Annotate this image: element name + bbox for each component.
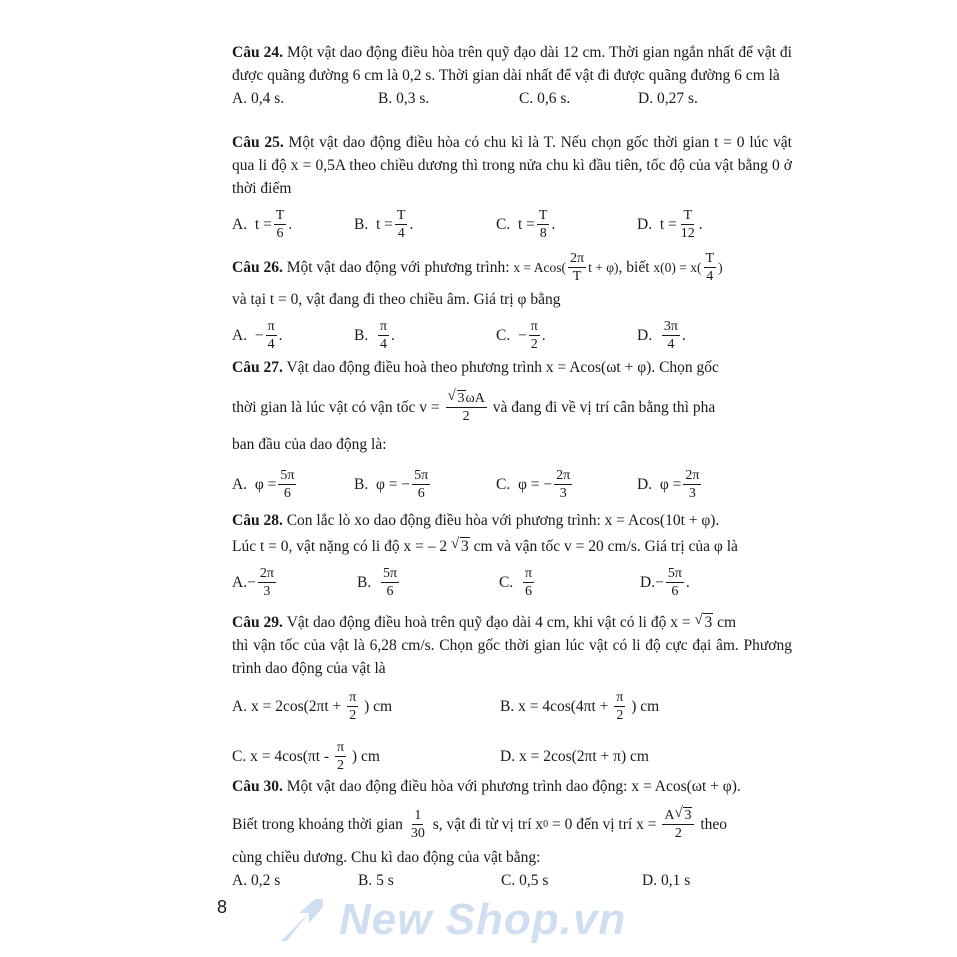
question-text: Một vật dao động điều hòa có chu kì là T. Nếu chọn gốc thời gian t = 0 lúc vật qua li độ x = 0,5A theo chiều dương thì trong nửa chu kì đầu tiên, tốc độ của vật bằng 0 ở thời điểm (232, 134, 792, 197)
question-text: Con lắc lò xo dao động điều hòa với phương trình: x = Acos(10t + φ). (286, 512, 720, 529)
equation: x = Acos( (513, 259, 567, 275)
option-d: D. 0,1 s (642, 872, 691, 889)
question-27: Câu 27. Vật dao động điều hoà theo phương trình x = Acos(ωt + φ). Chọn gốc thời gian là lúc vật có vận tốc v = √ $\frac{3\omega A}{2}$ và đang đi về vị trí cân bằng thì pha ban đầu của dao động là: A. φ = $\frac{5\pi}{6}$ B. φ = − $\frac{5\pi}{6}$ C. φ = − $\frac{2\pi}{3}$ D. φ = $\frac{2\pi}{3}$ (232, 356, 792, 510)
question-text: ban đầu của dao động là: (232, 436, 387, 453)
question-text: thời gian là lúc vật có vận tốc v = (232, 398, 440, 416)
question-28: Câu 28. Con lắc lò xo dao động điều hòa với phương trình: x = Acos(10t + φ). Lúc t = 0, vật nặng có li độ x = – 2 √ 3 cm và vận tốc v = 20 cm/s. Giá trị của φ là A. − $\frac{2\pi}{3}$ B. $\frac{5\pi}{6}$ C. $\frac{\pi}{6}$ D. − $\frac{5\pi}{6}$ . (232, 509, 792, 608)
option-a: A. φ = $\frac{5\pi}{6}$ (232, 467, 295, 501)
option-c: C. t = $\frac{T}{8}$ . (496, 207, 556, 241)
question-text: Vật dao động điều hoà trên quỹ đạo dài 4 cm, khi vật có li độ x = (286, 613, 691, 631)
option-a: A. − $\frac{\pi}{4}$ . (232, 318, 283, 352)
question-label: Câu 29. (232, 613, 283, 631)
arrow-logo-icon (275, 893, 329, 947)
option-b: B. x = 4cos(4πt + $\frac{\pi}{2}$ ) cm (500, 689, 660, 723)
option-d: D. x = 2cos(2πt + π) cm (500, 747, 649, 765)
option-d: D. t = $\frac{T}{12}$ . (637, 207, 703, 241)
question-text: Một vật dao động điều hòa trên quỹ đạo dài 12 cm. Thời gian ngắn nhất để vật đi được quãng đường 6 cm là 0,2 s. Thời gian dài nhất để vật đi được quãng đường 6 cm là (232, 44, 792, 84)
question-text: Vật dao động điều hoà theo phương trình x = Acos(ωt + φ). Chọn gốc (286, 359, 719, 376)
option-d: D. $\frac{3\pi}{4}$ . (637, 318, 686, 352)
question-label: Câu 28. (232, 512, 283, 529)
question-label: Câu 25. (232, 134, 284, 151)
option-c: C. 0,5 s (501, 872, 549, 889)
option-b: B. t = $\frac{T}{4}$ . (354, 207, 414, 241)
watermark (275, 893, 626, 947)
option-c: C. x = 4cos(πt - $\frac{\pi}{2}$ ) cm (232, 739, 380, 773)
option-b: B. 5 s (358, 872, 394, 889)
option-c: C. 0,6 s. (519, 90, 571, 107)
option-b: B. $\frac{\pi}{4}$ . (354, 318, 395, 352)
question-label: Câu 30. (232, 778, 283, 795)
option-d: D. − $\frac{5\pi}{6}$ . (640, 565, 690, 599)
option-b: B. 0,3 s. (378, 90, 430, 107)
velocity-fraction: √ $\frac{3\omega A}{2}$ (446, 390, 487, 425)
question-label: Câu 27. (232, 359, 283, 376)
question-24 (232, 41, 792, 110)
question-29: Câu 29. Vật dao động điều hoà trên quỹ đạo dài 4 cm, khi vật có li độ x = √ 3 cm thì vận tốc của vật là 6,28 cm/s. Chọn gốc thời gian lúc vật có li độ cực đại âm. Phương trình dao động của vật là A. x = 2cos(2πt + $\frac{\pi}{2}$ ) cm B. x = 4cos(4πt + $\frac{\pi}{2}$ ) cm C. x = 4cos(πt - $\frac{\pi}{2}$ ) cm D. x = 2cos(2πt + π) cm (232, 610, 792, 782)
question-text: Biết trong khoảng thời gian (232, 815, 403, 833)
option-a: A. x = 2cos(2πt + $\frac{\pi}{2}$ ) cm (232, 689, 393, 723)
option-a: A. t = $\frac{T}{6}$ . (232, 207, 293, 241)
question-text: cùng chiều dương. Chu kì dao động của vật bằng: (232, 849, 541, 866)
option-c: C. − $\frac{\pi}{2}$ . (496, 318, 546, 352)
question-label: Câu 24. (232, 44, 283, 61)
condition: x(0) = x( (653, 259, 702, 275)
option-d: D. φ = $\frac{2\pi}{3}$ (637, 467, 700, 501)
question-26: Câu 26. Một vật dao động với phương trình: x = Acos( $\frac{2\pi}{T}$ t + φ) , biết x(0) = x( $\frac{T}{4}$ ) và tại t = 0, vật đang đi theo chiều âm. Giá trị φ bằng A. − $\frac{\pi}{4}$ . B. $\frac{\pi}{4}$ . C. − $\frac{\pi}{2}$ . D. $\frac{3\pi}{4}$ . (232, 248, 792, 361)
question-30: Câu 30. Một vật dao động điều hòa với phương trình dao động: x = Acos(ωt + φ). Biết trong khoảng thời gian $\frac{1}{30}$ s, vật đi từ vị trí x 0 = 0 đến vị trí x = $\frac{A√ 3}{2}$ theo cùng chiều dương. Chu kì dao động của vật bằng: A. 0,2 s B. 5 s C. 0,5 s D. 0,1 s (232, 775, 792, 892)
question-text: và tại t = 0, vật đang đi theo chiều âm. Giá trị φ bằng (232, 291, 561, 308)
watermark-text: New Shop.vn (339, 895, 627, 944)
question-text: thì vận tốc của vật là 6,28 cm/s. Chọn gốc thời gian lúc vật có li độ cực đại âm. Phương trình dao động của vật là (232, 637, 792, 677)
option-b: B. $\frac{5\pi}{6}$ (357, 565, 398, 599)
option-a: A. − $\frac{2\pi}{3}$ (232, 565, 274, 599)
option-c: C. $\frac{\pi}{6}$ (499, 565, 533, 599)
page-number: 8 (217, 897, 228, 917)
option-c: C. φ = − $\frac{2\pi}{3}$ (496, 467, 571, 501)
option-d: D. 0,27 s. (638, 90, 698, 107)
question-text: Một vật dao động điều hòa với phương trình dao động: x = Acos(ωt + φ). (286, 778, 741, 795)
option-a: A. 0,2 s (232, 872, 281, 889)
option-a: A. 0,4 s. (232, 90, 285, 107)
option-b: B. φ = − $\frac{5\pi}{6}$ (354, 467, 429, 501)
question-25 (232, 131, 792, 250)
question-label: Câu 26. (232, 258, 283, 276)
question-text: Một vật dao động với phương trình: (286, 258, 510, 276)
question-text: Lúc t = 0, vật nặng có li độ x = – 2 (232, 537, 448, 555)
